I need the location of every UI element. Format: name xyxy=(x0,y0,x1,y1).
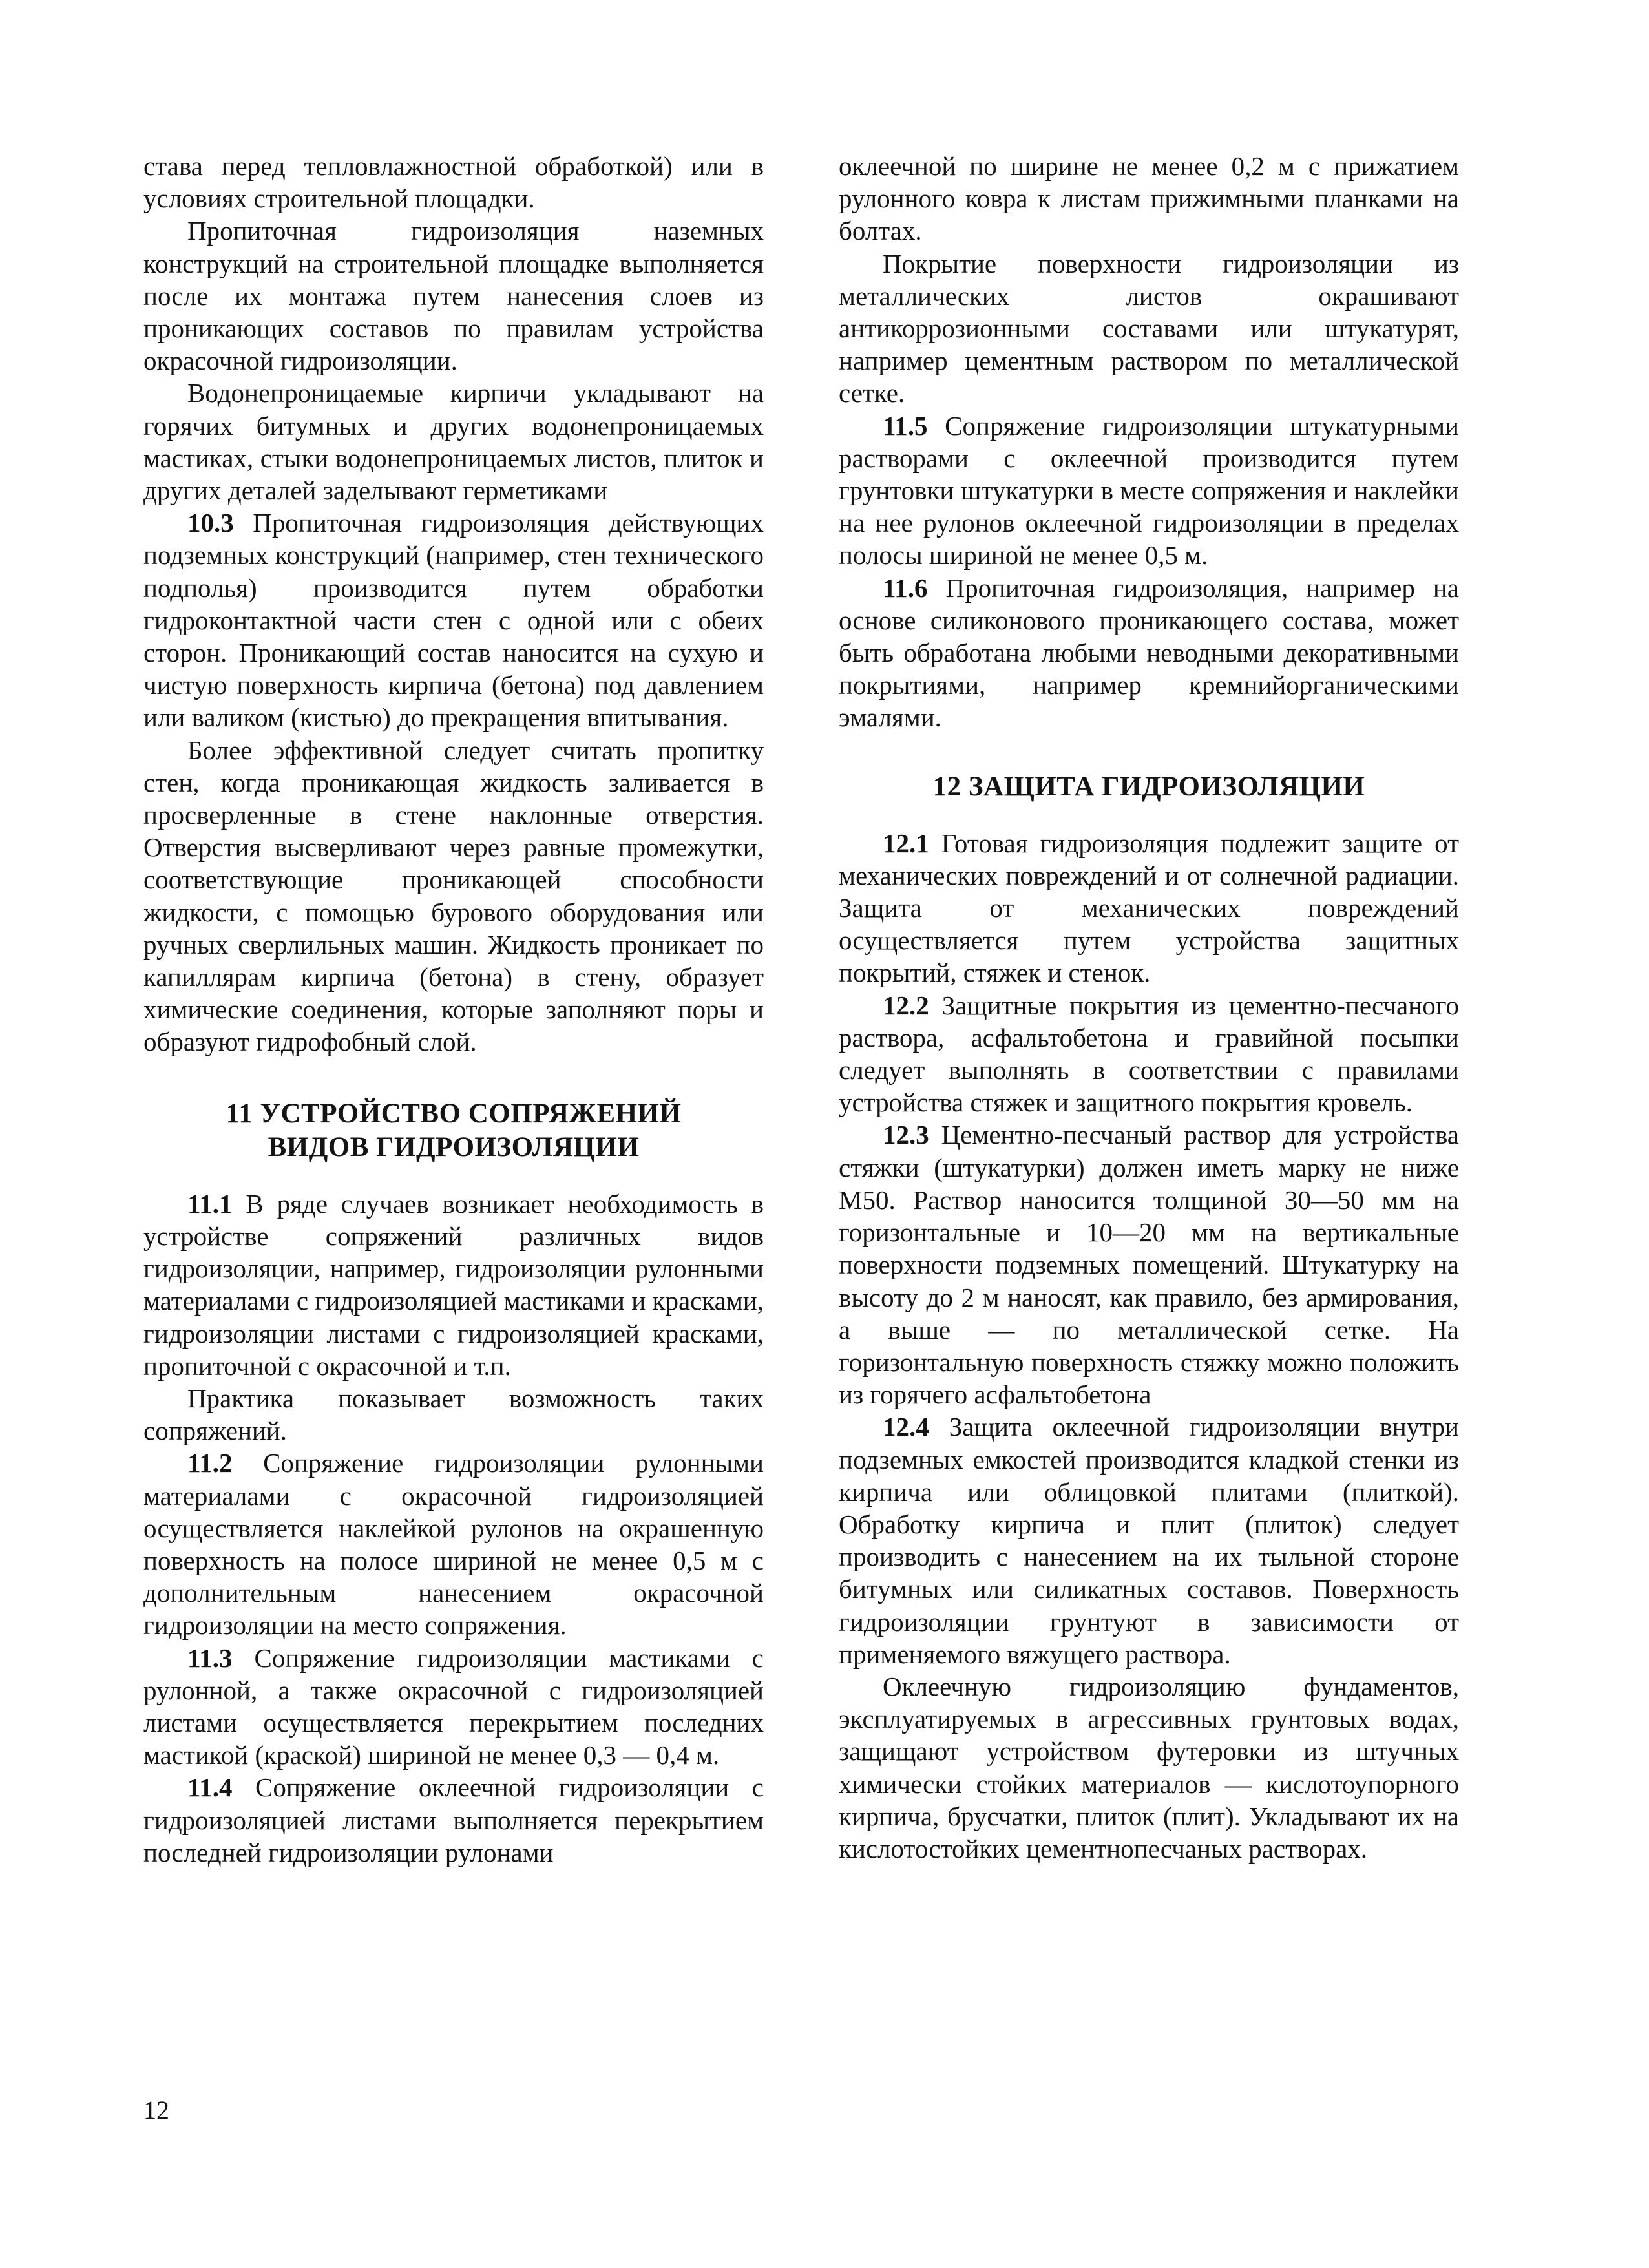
paragraph-impregnation-aboveground: Пропиточная гидроизоляция наземных конструкций на строительной площадке выполняется после их монтажа путем нанесения слоев из проникающих составов по правилам устройства окрасочной гидроизоляции. xyxy=(143,216,764,376)
clause-12-1 xyxy=(839,827,1459,989)
clause-10-3 xyxy=(143,507,764,733)
paragraph-continuation: оклеечной по ширине не менее 0,2 м с прижатием рулонного ковра к листам прижимными планками на болтах. xyxy=(839,151,1459,246)
clause-11-3 xyxy=(143,1642,764,1772)
clause-number: 12.2 xyxy=(883,990,929,1020)
clause-11-4 xyxy=(143,1771,764,1869)
clause-11-5 xyxy=(839,410,1459,572)
clause-number: 12.1 xyxy=(883,828,929,858)
left-column xyxy=(143,150,764,1869)
clause-text: Сопряжение гидроизоляции мастиками с рулонной, а также окрасочной с гидроизоляцией листами осуществляется перекрытием последних мастикой (краской) шириной не менее 0,3 — 0,4 м. xyxy=(143,1643,764,1770)
clause-number: 12.4 xyxy=(883,1412,929,1442)
clause-12-3 xyxy=(839,1118,1459,1411)
clause-number: 12.3 xyxy=(883,1120,929,1150)
clause-12-4 xyxy=(839,1411,1459,1670)
clause-text: В ряде случаев возникает необходимость в устройстве сопряжений различных видов гидроизоляции, например, гидроизоляции рулонными материалами с гидроизоляцией мастиками и красками, гидроизоляции листами с гидроизоляцией красками, пропиточной с окрасочной и т.п. xyxy=(143,1188,764,1381)
clause-number: 11.1 xyxy=(187,1188,233,1219)
clause-number: 11.3 xyxy=(187,1643,233,1673)
paragraph-continuation: става перед тепловлажностной обработкой) или в условиях строительной площадки. xyxy=(143,151,764,214)
clause-text: Сопряжение гидроизоляции штукатурными растворами с оклеечной производится путем грунтовки штукатурки в месте сопряжения и наклейки на нее рулонов оклеечной гидроизоляции в пределах полосы шириной не менее 0,5 м. xyxy=(839,410,1459,571)
clause-text: Готовая гидроизоляция подлежит защите от механических повреждений и от солнечной радиации. Защита от механических повреждений осуществляется путем устройства защитных покрытий, стяжек и стенок. xyxy=(839,828,1459,988)
clause-number: 10.3 xyxy=(187,508,234,538)
clause-text: Пропиточная гидроизоляция, например на основе силиконового проникающего состава, может быть обработана любыми неводными декоративными покрытиями, например кремнийорганическими эмалями. xyxy=(839,572,1459,733)
clause-number: 11.5 xyxy=(883,410,928,441)
clause-text: Защитные покрытия из цементно-песчаного раствора, асфальтобетона и гравийной посыпки следует выполнять в соответствии с правилами устройства стяжек и защитного покрытия кровель. xyxy=(839,990,1459,1118)
clause-11-6 xyxy=(839,572,1459,734)
clause-number: 11.2 xyxy=(187,1448,233,1478)
clause-text: Сопряжение гидроизоляции рулонными материалами с окрасочной гидроизоляцией осуществляется наклейкой рулонов на окрашенную поверхность на полосе шириной не менее 0,5 м с дополнительным нанесением окрасочной гидроизоляции на место сопряжения. xyxy=(143,1448,764,1641)
clause-text: Цементно-песчаный раствор для устройства стяжки (штукатурки) должен иметь марку не ниже М50. Раствор наносится толщиной 30—50 мм на горизонтальные и 10—20 мм на вертикальные поверхности подземных помещений. Штукатурку на высоту до 2 м наносят, как правило, без армирования, а выше — по металлической сетке. На горизонтальную поверхность стяжку можно положить из горячего асфальтобетона xyxy=(839,1120,1459,1410)
section-heading-12: 12 ЗАЩИТА ГИДРОИЗОЛЯЦИИ xyxy=(932,771,1365,802)
paragraph-waterproof-bricks: Водонепроницаемые кирпичи укладывают на горячих битумных и других водонепроницаемых мастиках, стыки водонепроницаемых листов, плиток и других деталей заделывают герметиками xyxy=(143,378,764,506)
clause-text: Защита оклеечной гидроизоляции внутри подземных емкостей производится кладкой стенки из кирпича или облицовкой плитами (плиткой). Обработку кирпича и плит (плиток) следует производить с нанесением на их тыльной стороне битумных или силикатных составов. Поверхность гидроизоляции грунтуют в зависимости от применяемого вяжущего раствора. xyxy=(839,1412,1459,1669)
paragraph-practice: Практика показывает возможность таких сопряжений. xyxy=(143,1383,764,1446)
right-column xyxy=(839,150,1459,1865)
page-number: 12 xyxy=(143,2095,169,2125)
clause-text: Сопряжение оклеечной гидроизоляции с гидроизоляцией листами выполняется перекрытием последней гидроизоляции рулонами xyxy=(143,1772,764,1867)
clause-11-1 xyxy=(143,1188,764,1382)
heading-line: 11 УСТРОЙСТВО СОПРЯЖЕНИЙ xyxy=(226,1098,682,1129)
clause-text: Пропиточная гидроизоляция действующих подземных конструкций (например, стен технического подполья) производится путем обработки гидроконтактной части стен с одной или с обеих сторон. Проникающий состав наносится на сухую и чистую поверхность кирпича (бетона) под давлением или валиком (кистью) до прекращения впитывания. xyxy=(143,508,764,733)
clause-number: 11.4 xyxy=(187,1772,233,1803)
clause-12-2 xyxy=(839,989,1459,1119)
section-heading-11 xyxy=(143,1097,764,1164)
paragraph-metal-coating: Покрытие поверхности гидроизоляции из металлических листов окрашивают антикоррозионными составами или штукатурят, например цементным раствором по металлической сетке. xyxy=(839,248,1459,408)
clause-11-2 xyxy=(143,1447,764,1641)
clause-number: 11.6 xyxy=(883,572,928,603)
paragraph-drilled-impregnation: Более эффективной следует считать пропитку стен, когда проникающая жидкость заливается в просверленные в стене наклонные отверстия. Отверстия высверливают через равные промежутки, соответствующие проникающей способности жидкости, с помощью бурового оборудования или ручных сверлильных машин. Жидкость проникает по капиллярам кирпича (бетона) в стену, образует химические соединения, которые заполняют поры и образуют гидрофобный слой. xyxy=(143,735,764,1057)
heading-line: ВИДОВ ГИДРОИЗОЛЯЦИИ xyxy=(268,1131,640,1162)
paragraph-foundation-protection: Оклеечную гидроизоляцию фундаментов, эксплуатируемых в агрессивных грунтовых водах, защищают устройством футеровки из штучных химически стойких материалов — кислотоупорного кирпича, брусчатки, плиток (плит). Укладывают их на кислотостойких цементнопесчаных растворах. xyxy=(839,1671,1459,1864)
